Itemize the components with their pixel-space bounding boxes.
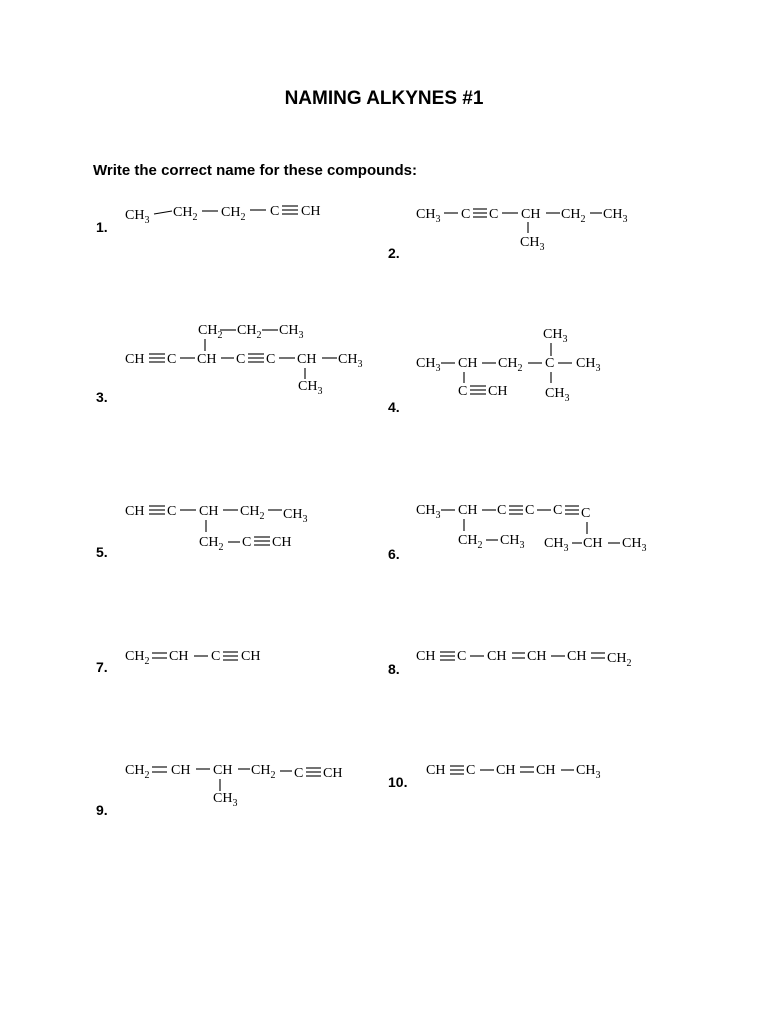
svg-text:CH: CH bbox=[199, 504, 219, 519]
structure-5 bbox=[125, 504, 307, 553]
svg-text:CH2: $CH_2$ bbox=[561, 207, 586, 225]
svg-text:CH3: $CH_3$ bbox=[622, 536, 647, 554]
svg-text:CH3: $CH_3$ bbox=[279, 323, 304, 341]
svg-text:CH2: $CH_2$ bbox=[251, 763, 276, 781]
problem-number: 4. bbox=[388, 399, 400, 415]
svg-text:CH: CH bbox=[527, 649, 547, 664]
svg-text:C: C bbox=[242, 535, 252, 550]
svg-text:CH2: $CH_2$ bbox=[199, 535, 224, 553]
svg-text:CH: CH bbox=[496, 763, 516, 778]
svg-text:CH: CH bbox=[536, 763, 556, 778]
svg-text:C: C bbox=[553, 503, 563, 518]
problem-number: 2. bbox=[388, 245, 400, 261]
svg-text:CH: CH bbox=[213, 763, 233, 778]
svg-text:CH2: $CH_2$ bbox=[125, 763, 150, 781]
svg-text:CH3: $CH_3$ bbox=[545, 386, 570, 404]
svg-text:CH: CH bbox=[426, 763, 446, 778]
svg-text:CH3: $CH_3$ bbox=[416, 356, 441, 374]
problem-number: 6. bbox=[388, 546, 400, 562]
svg-text:CH: CH bbox=[169, 649, 189, 664]
instructions: Write the correct name for these compounds: bbox=[93, 162, 417, 179]
svg-text:CH3: $CH_3$ bbox=[603, 207, 628, 225]
svg-text:CH2: $CH_2$ bbox=[125, 649, 150, 667]
svg-text:C: C bbox=[294, 766, 304, 781]
svg-text:CH3: $CH_3$ bbox=[416, 207, 441, 225]
svg-text:CH: CH bbox=[487, 649, 507, 664]
problem-number: 9. bbox=[96, 802, 108, 818]
svg-text:CH: CH bbox=[241, 649, 261, 664]
svg-text:C: C bbox=[457, 649, 467, 664]
svg-text:C: C bbox=[270, 204, 280, 219]
svg-text:CH: CH bbox=[301, 204, 321, 219]
svg-text:CH3: $CH_3$ bbox=[213, 791, 238, 809]
svg-text:CH3: $CH_3$ bbox=[520, 235, 545, 253]
svg-text:C: C bbox=[545, 356, 555, 371]
svg-text:CH2: $CH_2$ bbox=[458, 533, 483, 551]
svg-text:CH3: $CH_3$ bbox=[298, 379, 323, 397]
svg-text:C: C bbox=[458, 384, 468, 399]
svg-text:C: C bbox=[581, 506, 591, 521]
svg-text:CH: CH bbox=[583, 536, 603, 551]
structure-1 bbox=[125, 204, 320, 226]
problem-number: 8. bbox=[388, 661, 400, 677]
svg-text:C: C bbox=[461, 207, 471, 222]
svg-text:CH: CH bbox=[458, 356, 478, 371]
svg-text:CH: CH bbox=[458, 503, 478, 518]
svg-text:C: C bbox=[236, 352, 246, 367]
svg-text:CH2: $CH_2$ bbox=[240, 504, 265, 522]
structure-6 bbox=[416, 503, 646, 554]
svg-text:CH3: $CH_3$ bbox=[544, 536, 569, 554]
svg-text:C: C bbox=[211, 649, 221, 664]
page-title: NAMING ALKYNES #1 bbox=[284, 88, 484, 109]
svg-text:CH3: $CH_3$ bbox=[576, 763, 601, 781]
structure-8 bbox=[416, 649, 631, 669]
svg-text:C: C bbox=[497, 503, 507, 518]
svg-text:CH: CH bbox=[272, 535, 292, 550]
svg-text:CH3: $CH_3$ bbox=[500, 533, 525, 551]
svg-text:CH3: $CH_3$ bbox=[416, 503, 441, 521]
structure-9 bbox=[125, 763, 342, 809]
svg-text:CH: CH bbox=[323, 766, 343, 781]
svg-text:CH: CH bbox=[521, 207, 541, 222]
svg-text:C: C bbox=[466, 763, 476, 778]
problem-number: 3. bbox=[96, 389, 108, 405]
svg-text:CH: CH bbox=[197, 352, 217, 367]
svg-text:CH3: $CH_3$ bbox=[338, 352, 363, 370]
svg-text:CH3: $CH_3$ bbox=[283, 507, 308, 525]
problem-number: 1. bbox=[96, 219, 108, 235]
structure-3 bbox=[125, 323, 362, 397]
problem-number: 7. bbox=[96, 659, 108, 675]
svg-text:CH2: $CH_2$ bbox=[221, 205, 246, 223]
svg-text:CH2: $CH_2$ bbox=[173, 205, 198, 223]
svg-text:C: C bbox=[266, 352, 276, 367]
svg-text:CH2: $CH_2$ bbox=[607, 651, 632, 669]
svg-text:C: C bbox=[489, 207, 499, 222]
svg-text:CH2: $CH_2$ bbox=[498, 356, 523, 374]
svg-text:C: C bbox=[167, 504, 177, 519]
svg-text:CH2: $CH_2$ bbox=[237, 323, 262, 341]
svg-text:CH3: $CH_3$ bbox=[125, 208, 150, 226]
svg-text:CH: CH bbox=[125, 504, 145, 519]
structure-2 bbox=[416, 207, 627, 253]
problem-number: 10. bbox=[388, 774, 408, 790]
structure-4 bbox=[416, 327, 600, 404]
structure-7 bbox=[125, 649, 260, 667]
svg-text:CH3: $CH_3$ bbox=[543, 327, 568, 345]
svg-text:CH: CH bbox=[567, 649, 587, 664]
problem-number: 5. bbox=[96, 544, 108, 560]
svg-text:CH: CH bbox=[297, 352, 317, 367]
svg-text:C: C bbox=[525, 503, 535, 518]
svg-text:CH: CH bbox=[416, 649, 436, 664]
structure-10 bbox=[426, 763, 600, 781]
svg-text:CH: CH bbox=[488, 384, 508, 399]
svg-text:CH3: $CH_3$ bbox=[576, 356, 601, 374]
svg-text:CH2: $CH_2$ bbox=[198, 323, 223, 341]
svg-text:CH: CH bbox=[171, 763, 191, 778]
svg-text:CH: CH bbox=[125, 352, 145, 367]
svg-text:C: C bbox=[167, 352, 177, 367]
